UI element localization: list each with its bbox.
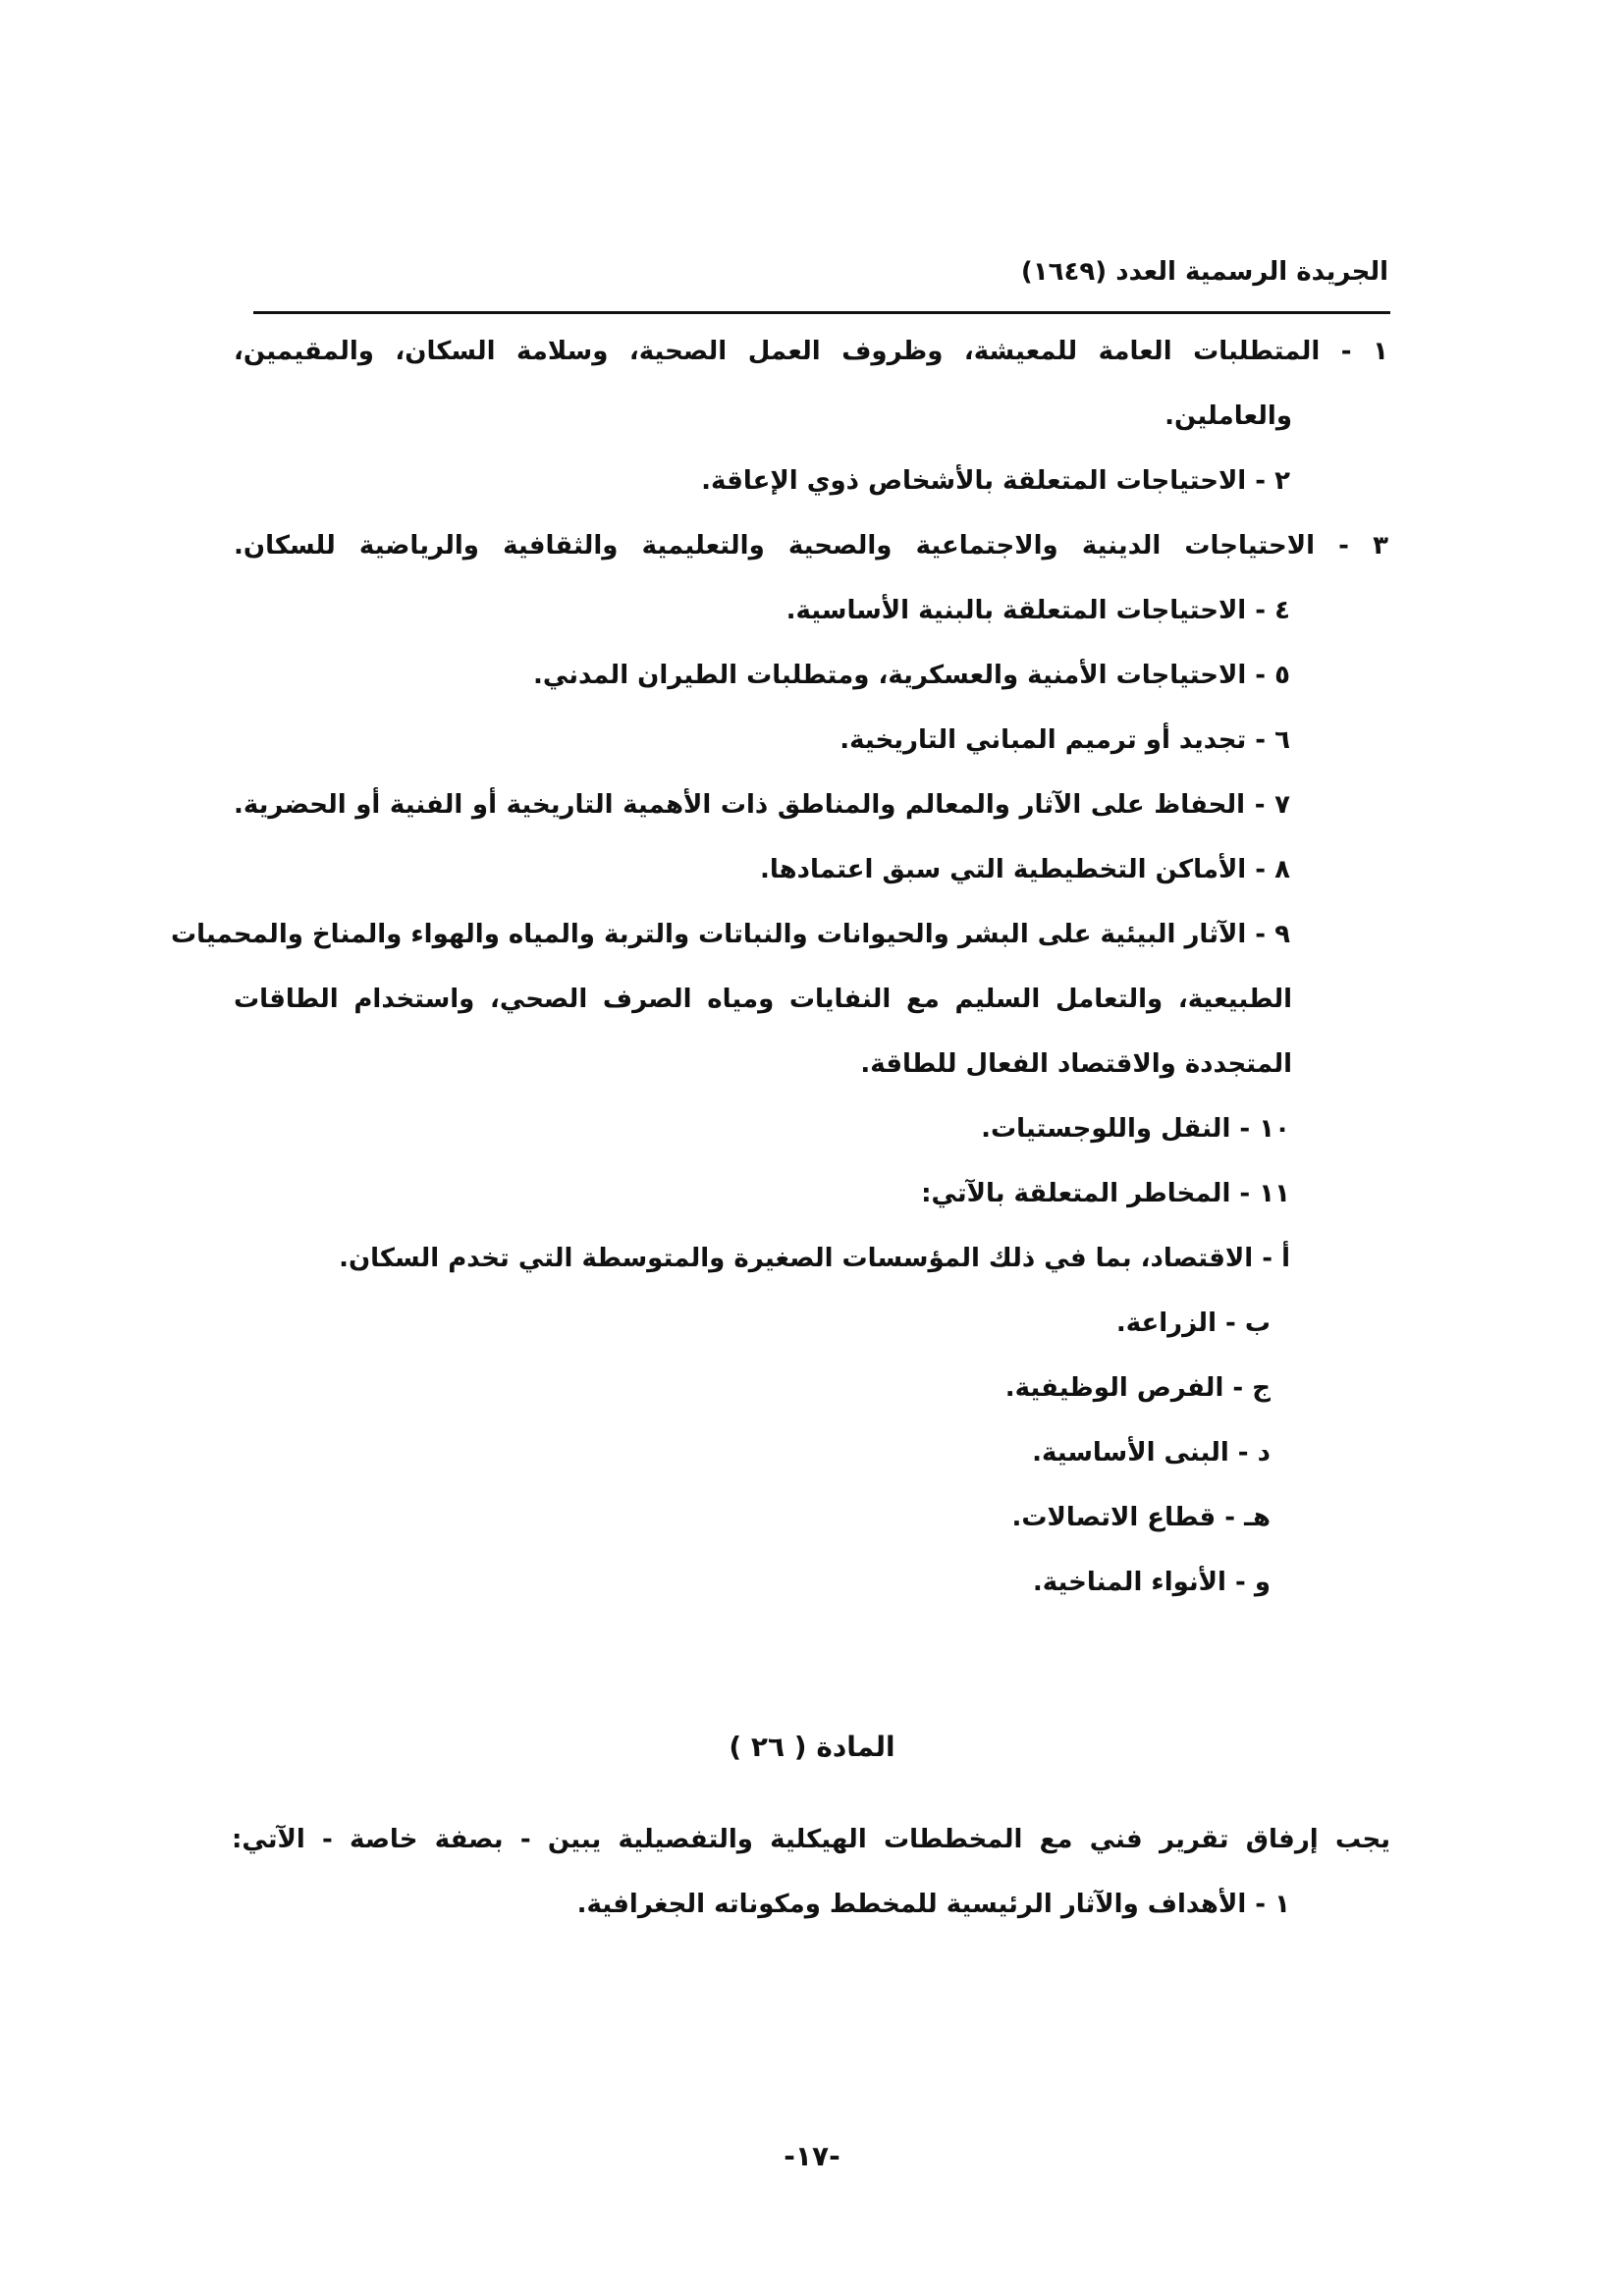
sub-item-waw: و - الأنواء المناخية. (1032, 1568, 1271, 1597)
list-item-1-line-2: والعاملين. (1164, 401, 1292, 431)
list-item-5: ٥ - الاحتياجات الأمنية والعسكرية، ومتطلبات الطيران المدني. (533, 661, 1290, 690)
list-item-10: ١٠ - النقل واللوجستيات. (981, 1114, 1290, 1144)
list-item-9-line-1: ٩ - الآثار البيئية على البشر والحيوانات والنباتات والتربة والمياه والهواء والمناخ والمحميات (170, 920, 1290, 949)
list-item-3: ٣ - الاحتياجات الدينية والاجتماعية والصحية والتعليمية والثقافية والرياضية للسكان. (234, 531, 1388, 561)
list-item-6: ٦ - تجديد أو ترميم المباني التاريخية. (839, 725, 1290, 755)
list-item-7: ٧ - الحفاظ على الآثار والمعالم والمناطق ذات الأهمية التاريخية أو الفنية أو الحضرية. (234, 790, 1290, 820)
list-item-9-line-3: المتجددة والاقتصاد الفعال للطاقة. (860, 1049, 1292, 1079)
list-item-11: ١١ - المخاطر المتعلقة بالآتي: (921, 1179, 1290, 1208)
page-number: -١٧- (784, 2140, 840, 2172)
list-item-8: ٨ - الأماكن التخطيطية التي سبق اعتمادها. (759, 855, 1290, 884)
article-title: المادة ( ٢٦ ) (729, 1731, 895, 1763)
header-divider (253, 311, 1390, 314)
list-item-9-line-2: الطبيعية، والتعامل السليم مع النفايات ومياه الصرف الصحي، واستخدام الطاقات (234, 985, 1292, 1014)
sub-item-dal: د - البنى الأساسية. (1032, 1438, 1271, 1468)
article-item-1: ١ - الأهداف والآثار الرئيسية للمخطط ومكوناته الجغرافية. (576, 1890, 1290, 1919)
article-intro: يجب إرفاق تقرير فني مع المخططات الهيكلية والتفصيلية يبين - بصفة خاصة - الآتي: (232, 1825, 1390, 1854)
sub-item-alif: أ - الاقتصاد، بما في ذلك المؤسسات الصغيرة والمتوسطة التي تخدم السكان. (339, 1244, 1290, 1273)
list-item-4: ٤ - الاحتياجات المتعلقة بالبنية الأساسية. (785, 596, 1290, 625)
list-item-2: ٢ - الاحتياجات المتعلقة بالأشخاص ذوي الإعاقة. (701, 466, 1290, 496)
list-item-1-line-1: ١ - المتطلبات العامة للمعيشة، وظروف العمل الصحية، وسلامة السكان، والمقيمين، (234, 337, 1388, 366)
sub-item-ba: ب - الزراعة. (1115, 1308, 1271, 1338)
sub-item-ha: هـ - قطاع الاتصالات. (1011, 1503, 1271, 1532)
sub-item-jim: ج - الفرص الوظيفية. (1004, 1373, 1271, 1403)
gazette-header-title: الجريدة الرسمية العدد (١٦٤٩) (1020, 257, 1388, 287)
